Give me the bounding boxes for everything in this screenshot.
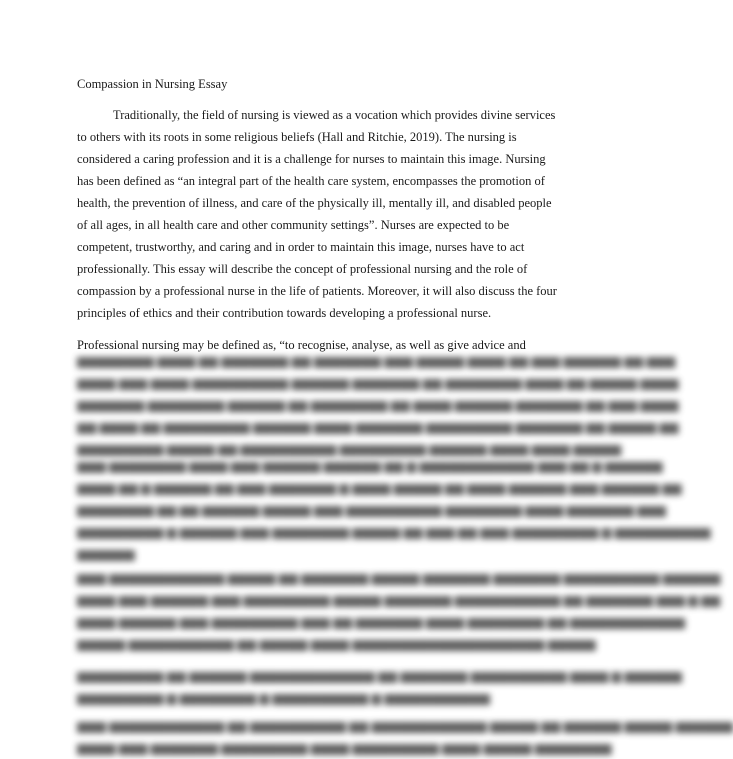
blurred-paragraph: ▆▆▆ ▆▆▆▆▆▆▆▆ ▆▆▆▆ ▆▆▆ ▆▆▆▆▆▆ ▆▆▆▆▆▆ ▆▆ ▆ ▆▆▆▆▆▆▆▆▆▆▆▆ ▆▆▆ ▆▆ ▆ ▆▆▆▆▆▆ ▆▆▆▆ ▆▆ ▆ ▆▆▆▆▆▆ ▆▆ ▆▆▆ ▆▆▆▆▆▆▆ ▆ ▆▆▆▆ ▆▆▆▆▆ ▆▆ ▆▆▆▆ ▆▆▆▆▆▆ ▆▆▆ ▆▆▆▆▆▆ ▆▆ ▆▆▆▆▆▆▆▆ ▆▆ ▆▆ ▆▆▆▆▆▆ ▆▆▆▆▆ ▆▆▆ ▆▆▆▆▆▆▆▆▆▆ ▆▆▆▆▆▆▆▆ ▆▆▆▆ ▆▆▆▆▆▆▆ ▆▆▆ ▆▆▆▆▆▆▆▆▆ ▆ ▆▆▆▆▆▆ ▆▆▆ ▆▆▆▆▆▆▆▆ ▆▆▆▆▆ ▆▆ ▆▆▆ ▆▆ ▆▆▆ ▆▆▆▆▆▆▆▆▆ ▆ ▆▆▆▆▆▆▆▆▆▆ ▆▆▆▆▆▆	[77, 459, 711, 561]
paragraph-line: principles of ethics and their contribution towards developing a professional nurse.	[77, 306, 492, 320]
blurred-paragraph: ▆▆▆ ▆▆▆▆▆▆▆▆▆▆▆▆ ▆▆ ▆▆▆▆▆▆▆▆▆▆ ▆▆ ▆▆▆▆▆▆▆▆▆▆▆▆ ▆▆▆▆▆ ▆▆ ▆▆▆▆▆▆ ▆▆▆▆▆ ▆▆▆▆▆▆ ▆▆▆▆ ▆▆▆ ▆▆▆▆▆▆▆ ▆▆▆▆▆▆▆▆▆ ▆▆▆▆ ▆▆▆▆▆▆▆▆▆ ▆▆▆▆ ▆▆▆▆▆ ▆▆▆▆▆▆▆▆	[77, 719, 733, 755]
blurred-content	[0, 345, 733, 755]
paragraph-line: professionally. This essay will describe the concept of professional nursing and the role of	[77, 262, 528, 276]
paragraph-line: health, the prevention of illness, and care of the physically ill, mentally ill, and disabled people	[77, 196, 552, 210]
blurred-paragraph: ▆▆▆ ▆▆▆▆▆▆▆▆▆▆▆▆ ▆▆▆▆▆ ▆▆ ▆▆▆▆▆▆▆ ▆▆▆▆▆ ▆▆▆▆▆▆▆ ▆▆▆▆▆▆▆ ▆▆▆▆▆▆▆▆▆▆ ▆▆▆▆▆▆ ▆▆▆▆ ▆▆▆ ▆▆▆▆▆▆ ▆▆▆ ▆▆▆▆▆▆▆▆▆ ▆▆▆▆▆ ▆▆▆▆▆▆▆ ▆▆▆▆▆▆▆▆▆▆▆ ▆▆ ▆▆▆▆▆▆▆ ▆▆▆ ▆ ▆▆ ▆▆▆▆ ▆▆▆▆▆▆ ▆▆▆ ▆▆▆▆▆▆▆▆▆ ▆▆▆ ▆▆ ▆▆▆▆▆▆▆ ▆▆▆▆ ▆▆▆▆▆▆▆▆ ▆▆ ▆▆▆▆▆▆▆▆▆▆▆▆ ▆▆▆▆▆ ▆▆▆▆▆▆▆▆▆▆▆ ▆▆ ▆▆▆▆▆ ▆▆▆▆ ▆▆▆▆▆▆▆▆▆▆▆▆▆▆▆▆▆▆▆▆ ▆▆▆▆▆	[77, 571, 721, 651]
paragraph-line: Traditionally, the field of nursing is viewed as a vocation which provides divine services	[113, 108, 556, 122]
document-title: Compassion in Nursing Essay	[77, 77, 228, 91]
paragraph-line: to others with its roots in some religious beliefs (Hall and Ritchie, 2019). The nursing is	[77, 130, 517, 144]
paragraph-line: of all ages, in all health care and other community settings”. Nurses are expected to be	[77, 218, 510, 232]
paragraph-1	[77, 104, 577, 324]
blurred-paragraph: ▆▆▆▆▆▆▆▆ ▆▆▆▆ ▆▆ ▆▆▆▆▆▆▆ ▆▆ ▆▆▆▆▆▆▆ ▆▆▆ ▆▆▆▆▆ ▆▆▆▆ ▆▆ ▆▆▆ ▆▆▆▆▆▆ ▆▆ ▆▆▆ ▆▆▆▆ ▆▆▆ ▆▆▆▆ ▆▆▆▆▆▆▆▆▆▆ ▆▆▆▆▆▆ ▆▆▆▆▆▆▆ ▆▆ ▆▆▆▆▆▆▆▆ ▆▆▆▆ ▆▆ ▆▆▆▆▆ ▆▆▆▆ ▆▆▆▆▆▆▆ ▆▆▆▆▆▆▆▆ ▆▆▆▆▆▆ ▆▆ ▆▆▆▆▆▆▆▆ ▆▆ ▆▆▆▆ ▆▆▆▆▆▆ ▆▆▆▆▆▆▆ ▆▆ ▆▆▆ ▆▆▆▆ ▆▆ ▆▆▆▆ ▆▆ ▆▆▆▆▆▆▆▆▆ ▆▆▆▆▆▆ ▆▆▆▆ ▆▆▆▆▆▆▆ ▆▆▆▆▆▆▆▆▆ ▆▆▆▆▆▆▆ ▆▆ ▆▆▆▆▆ ▆▆ ▆▆▆▆▆▆▆▆▆ ▆▆▆▆▆ ▆▆ ▆▆▆▆▆▆▆▆▆▆ ▆▆▆▆▆▆▆▆▆ ▆▆▆▆▆▆ ▆▆▆▆ ▆▆▆▆ ▆▆▆▆▆	[77, 354, 679, 456]
paragraph-line: considered a caring profession and it is a challenge for nurses to maintain this image. Nursing	[77, 152, 546, 166]
blurred-paragraph: ▆▆▆▆▆▆▆▆▆ ▆▆ ▆▆▆▆▆▆ ▆▆▆▆▆▆▆▆▆▆▆▆▆ ▆▆ ▆▆▆▆▆▆▆ ▆▆▆▆▆▆▆▆▆▆ ▆▆▆▆ ▆ ▆▆▆▆▆▆ ▆▆▆▆▆▆▆▆▆ ▆ ▆▆▆▆▆▆▆▆ ▆ ▆▆▆▆▆▆▆▆▆▆ ▆ ▆▆▆▆▆▆▆▆▆▆▆	[77, 669, 682, 705]
paragraph-line: Professional nursing may be defined as, “to recognise, analyse, as well as give advice and	[77, 338, 526, 352]
paragraph-line: has been defined as “an integral part of the health care system, encompasses the promotion of	[77, 174, 545, 188]
paragraph-line: compassion by a professional nurse in the life of patients. Moreover, it will also discuss the four	[77, 284, 557, 298]
paragraph-line: competent, trustworthy, and caring and in order to maintain this image, nurses have to act	[77, 240, 525, 254]
